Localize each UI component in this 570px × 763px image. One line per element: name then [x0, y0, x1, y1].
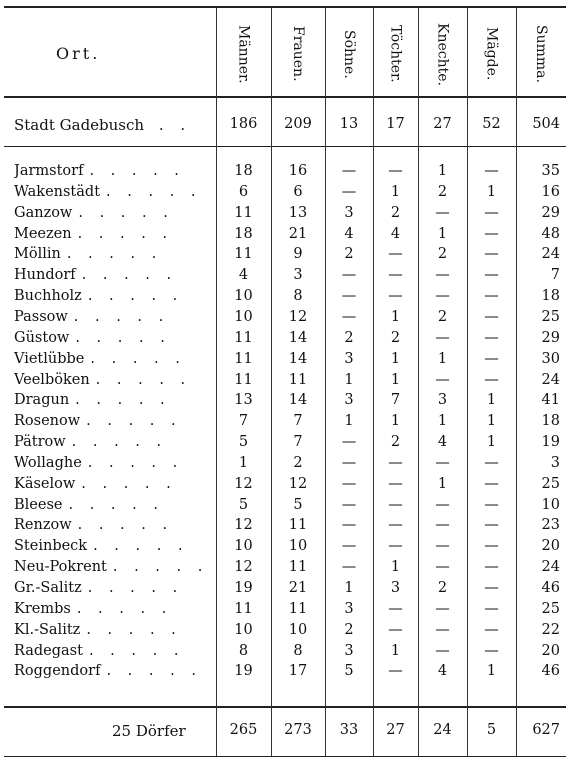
cell-maenner: 12	[234, 559, 253, 575]
cell-toechter: 17	[386, 116, 405, 132]
cell-frauen: 14	[288, 351, 308, 367]
leader-dots: . . . . .	[87, 580, 184, 596]
cell-frauen: 7	[293, 434, 303, 450]
leader-dots: . . . . .	[81, 267, 178, 283]
village-name	[14, 580, 183, 597]
cell-soehne: 3	[344, 205, 354, 221]
cell-toechter: 1	[390, 643, 401, 659]
cell-knechte: —	[435, 538, 450, 554]
cell-maegde: 1	[486, 434, 497, 450]
leader-dots: . . . . .	[81, 476, 177, 492]
leader-dots: . . . . .	[71, 434, 168, 450]
cell-knechte: 4	[437, 434, 448, 450]
village-name	[14, 643, 184, 660]
cell-maegde: —	[484, 538, 499, 554]
cell-frauen: 209	[284, 116, 312, 132]
cell-maenner: 5	[238, 434, 249, 450]
cell-knechte: 2	[437, 580, 448, 596]
cell-maegde: —	[484, 601, 499, 617]
cell-soehne: —	[341, 184, 357, 200]
cell-frauen: 3	[293, 267, 303, 283]
leader-dots: . . . . .	[112, 559, 209, 575]
leader-dots: . . . . .	[87, 455, 184, 471]
column-header-maenner	[216, 12, 271, 96]
column-header-label: Frauen.	[290, 26, 306, 82]
cell-maenner: 6	[238, 184, 249, 200]
cell-soehne: 5	[344, 663, 354, 679]
column-header-label: Söhne.	[341, 29, 357, 79]
cell-maegde: —	[484, 163, 499, 179]
cell-toechter: —	[388, 246, 403, 262]
cell-frauen: 12	[288, 476, 308, 492]
cell-summa: 35	[541, 163, 560, 179]
cell-toechter: —	[388, 497, 403, 513]
cell-maegde: —	[484, 580, 499, 596]
village-name-text: Steinbeck	[14, 538, 88, 554]
cell-maenner: 11	[234, 246, 253, 262]
cell-knechte: —	[435, 601, 450, 617]
cell-maegde: 1	[486, 413, 497, 429]
column-header-maegde	[467, 12, 516, 96]
cell-knechte: 3	[437, 392, 448, 408]
cell-summa: 20	[541, 643, 560, 659]
column-header-frauen	[271, 12, 325, 96]
cell-soehne: —	[341, 288, 357, 304]
cell-toechter: 27	[386, 722, 405, 738]
leader-dots: . . . . .	[77, 226, 174, 242]
cell-maenner: 11	[234, 351, 253, 367]
cell-frauen: 14	[288, 330, 308, 346]
cell-frauen: 10	[288, 538, 308, 554]
town-row-label	[14, 116, 191, 134]
leader-dots: . . . . .	[76, 601, 173, 617]
leader-dots: . . . . .	[89, 163, 185, 179]
leader-dots: . . . . .	[88, 643, 185, 659]
cell-maenner: 11	[234, 205, 253, 221]
cell-maenner: 12	[234, 517, 253, 533]
column-header-soehne	[325, 12, 373, 96]
village-name	[14, 309, 169, 326]
cell-maenner: 13	[234, 392, 253, 408]
cell-soehne: 4	[344, 226, 354, 242]
bottom-rule	[4, 756, 566, 757]
cell-soehne: 3	[344, 351, 354, 367]
village-name-text: Hundorf	[14, 267, 76, 283]
cell-toechter: 1	[390, 351, 401, 367]
cell-maenner: 4	[238, 267, 249, 283]
cell-soehne: 2	[344, 622, 354, 638]
cell-knechte: 24	[433, 722, 452, 738]
cell-knechte: —	[435, 288, 450, 304]
cell-summa: 29	[541, 330, 560, 346]
cell-maenner: 186	[229, 116, 258, 132]
cell-maegde: —	[484, 622, 499, 638]
cell-toechter: —	[388, 163, 403, 179]
cell-frauen: 14	[288, 392, 308, 408]
leader-dots: . . . . .	[66, 246, 163, 262]
cell-soehne: 3	[344, 643, 354, 659]
cell-toechter: —	[388, 455, 403, 471]
village-name-text: Renzow	[14, 517, 72, 533]
cell-frauen: 8	[293, 288, 303, 304]
cell-knechte: 1	[437, 413, 448, 429]
village-name	[14, 372, 191, 389]
village-name	[14, 559, 208, 576]
cell-summa: 24	[541, 559, 560, 575]
cell-frauen: 11	[288, 601, 308, 617]
leader-dots: . . . . .	[75, 392, 171, 408]
village-name	[14, 392, 171, 409]
village-name	[14, 288, 183, 305]
village-name-text: Pätrow	[14, 434, 66, 450]
cell-maegde: 1	[486, 663, 497, 679]
cell-toechter: 2	[390, 205, 401, 221]
column-header-knechte	[418, 12, 467, 96]
leader-dots: . .	[158, 116, 192, 134]
cell-maenner: 7	[238, 413, 249, 429]
village-name	[14, 663, 202, 680]
cell-toechter: —	[388, 476, 403, 492]
header-rule	[4, 96, 566, 98]
cell-knechte: 1	[437, 226, 448, 242]
cell-maegde: —	[484, 330, 499, 346]
village-name	[14, 226, 173, 243]
cell-frauen: 21	[288, 580, 308, 596]
cell-maegde: —	[484, 309, 499, 325]
leader-dots: . . . . .	[95, 372, 192, 388]
cell-knechte: —	[435, 622, 450, 638]
village-name-text: Rosenow	[14, 413, 81, 429]
cell-maegde: —	[484, 267, 499, 283]
cell-maenner: 1	[238, 455, 249, 471]
cell-maenner: 265	[229, 722, 258, 738]
village-name-text: Neu-Pokrent	[14, 559, 107, 575]
cell-frauen: 10	[288, 622, 308, 638]
cell-toechter: 1	[390, 184, 401, 200]
column-header-label: Töchter.	[387, 25, 404, 83]
cell-frauen: 16	[288, 163, 308, 179]
cell-toechter: 1	[390, 309, 401, 325]
cell-soehne: 2	[344, 330, 354, 346]
cell-maenner: 10	[234, 622, 253, 638]
cell-summa: 48	[541, 226, 560, 242]
cell-soehne: 3	[344, 601, 354, 617]
cell-maegde: —	[484, 226, 499, 242]
village-name-text: Wollaghe	[14, 455, 82, 471]
cell-knechte: —	[435, 455, 450, 471]
village-name-text: Gr.-Salitz	[14, 580, 82, 596]
cell-maegde: —	[484, 205, 499, 221]
cell-maenner: 11	[234, 601, 253, 617]
cell-toechter: —	[388, 288, 403, 304]
village-name	[14, 434, 167, 451]
village-name-text: Jarmstorf	[14, 163, 84, 179]
cell-maegde: —	[484, 455, 499, 471]
leader-dots: . . . . .	[75, 330, 171, 346]
village-name	[14, 184, 202, 201]
cell-summa: 18	[541, 413, 560, 429]
village-name-text: Käselow	[14, 476, 76, 492]
cell-soehne: —	[341, 538, 357, 554]
village-name	[14, 476, 177, 493]
cell-maegde: —	[484, 643, 499, 659]
cell-maegde: —	[484, 246, 499, 262]
leader-dots: . . . . .	[86, 622, 182, 638]
cell-summa: 29	[541, 205, 560, 221]
cell-summa: 30	[541, 351, 560, 367]
cell-toechter: —	[388, 622, 403, 638]
cell-maenner: 10	[234, 309, 253, 325]
village-name	[14, 413, 182, 430]
village-name-text: Güstow	[14, 330, 70, 346]
cell-soehne: 13	[339, 116, 359, 132]
cell-frauen: 17	[288, 663, 308, 679]
cell-toechter: 1	[390, 559, 401, 575]
village-name-text: Bleese	[14, 497, 63, 513]
cell-toechter: 7	[390, 392, 401, 408]
village-name-text: Buchholz	[14, 288, 82, 304]
leader-dots: . . . . .	[77, 517, 174, 533]
cell-summa: 20	[541, 538, 560, 554]
village-name-text: Wakenstädt	[14, 184, 101, 200]
cell-toechter: 1	[390, 413, 401, 429]
cell-soehne: —	[341, 163, 357, 179]
leader-dots: . . . . .	[73, 309, 170, 325]
leader-dots: . . . . .	[106, 663, 202, 679]
cell-maegde: —	[484, 476, 499, 492]
cell-knechte: —	[435, 517, 450, 533]
cell-maegde: —	[484, 497, 499, 513]
cell-soehne: 1	[344, 372, 354, 388]
cell-frauen: 8	[293, 643, 303, 659]
column-header-label: Mägde.	[483, 27, 500, 81]
cell-summa: 46	[541, 580, 560, 596]
leader-dots: . . . . .	[93, 538, 189, 554]
cell-knechte: 1	[437, 163, 448, 179]
cell-maenner: 19	[234, 580, 253, 596]
village-name	[14, 205, 174, 222]
cell-soehne: 3	[344, 392, 354, 408]
cell-maegde: 1	[486, 392, 497, 408]
cell-toechter: —	[388, 663, 403, 679]
leader-dots: . . . . .	[106, 184, 202, 200]
village-name	[14, 455, 183, 472]
column-header-summa	[516, 12, 566, 96]
cell-maenner: 10	[234, 288, 253, 304]
cell-toechter: 2	[390, 330, 401, 346]
town-name: Stadt Gadebusch	[14, 116, 145, 134]
cell-summa: 25	[541, 601, 560, 617]
cell-soehne: —	[341, 517, 357, 533]
cell-soehne: 2	[344, 246, 354, 262]
cell-soehne: —	[341, 559, 357, 575]
cell-knechte: 4	[437, 663, 448, 679]
cell-maegde: —	[484, 517, 499, 533]
village-name-text: Möllin	[14, 246, 61, 262]
cell-knechte: 2	[437, 246, 448, 262]
cell-maenner: 5	[238, 497, 249, 513]
cell-summa: 19	[541, 434, 560, 450]
cell-frauen: 6	[293, 184, 303, 200]
cell-knechte: —	[435, 643, 450, 659]
column-header-label: Knechte.	[434, 22, 451, 86]
village-name-text: Krembs	[14, 601, 71, 617]
cell-maenner: 10	[234, 538, 253, 554]
village-name-text: Meezen	[14, 226, 72, 242]
cell-maenner: 19	[234, 663, 253, 679]
cell-maegde: 5	[486, 722, 497, 738]
leader-dots: . . . . .	[78, 205, 174, 221]
village-name	[14, 601, 172, 618]
cell-maegde: —	[484, 559, 499, 575]
cell-summa: 627	[532, 722, 560, 738]
cell-summa: 10	[541, 497, 560, 513]
totals-rule	[4, 706, 566, 708]
village-name	[14, 330, 171, 347]
town-rule	[4, 146, 566, 147]
cell-soehne: —	[341, 476, 357, 492]
cell-maenner: 11	[234, 330, 253, 346]
village-name-text: Dragun	[14, 392, 70, 408]
cell-summa: 23	[541, 517, 560, 533]
cell-soehne: 1	[344, 580, 354, 596]
cell-frauen: 273	[284, 722, 312, 738]
cell-frauen: 11	[288, 517, 308, 533]
leader-dots: . . . . .	[68, 497, 164, 513]
village-name-text: Kl.-Salitz	[14, 622, 81, 638]
cell-knechte: 2	[437, 309, 448, 325]
cell-summa: 18	[541, 288, 560, 304]
cell-maegde: —	[484, 351, 499, 367]
cell-frauen: 12	[288, 309, 308, 325]
village-name-text: Vietlübbe	[14, 351, 85, 367]
cell-soehne: 33	[339, 722, 359, 738]
column-header-label: Summa.	[533, 25, 549, 83]
village-name-text: Veelböken	[14, 372, 90, 388]
cell-knechte: —	[435, 267, 450, 283]
village-name	[14, 538, 189, 555]
cell-summa: 41	[541, 392, 560, 408]
cell-maenner: 11	[234, 372, 253, 388]
cell-summa: 25	[541, 309, 560, 325]
cell-frauen: 21	[288, 226, 308, 242]
cell-toechter: 3	[390, 580, 401, 596]
cell-knechte: 1	[437, 351, 448, 367]
cell-knechte: —	[435, 559, 450, 575]
cell-summa: 24	[541, 372, 560, 388]
cell-knechte: —	[435, 497, 450, 513]
village-name-text: Roggendorf	[14, 663, 101, 679]
cell-knechte: —	[435, 205, 450, 221]
cell-summa: 504	[532, 116, 560, 132]
cell-toechter: 1	[390, 372, 401, 388]
cell-knechte: 27	[433, 116, 452, 132]
totals-label: 25 Dörfer	[112, 722, 186, 740]
cell-summa: 3	[550, 455, 560, 471]
leader-dots: . . . . .	[87, 288, 184, 304]
column-header-label: Männer.	[235, 24, 252, 84]
leader-dots: . . . . .	[86, 413, 182, 429]
cell-frauen: 2	[293, 455, 303, 471]
cell-frauen: 13	[288, 205, 308, 221]
village-name	[14, 163, 185, 180]
place-column-header: Ort.	[56, 44, 101, 63]
cell-maegde: —	[484, 288, 499, 304]
cell-frauen: 7	[293, 413, 303, 429]
column-header-toechter	[373, 12, 418, 96]
cell-frauen: 11	[288, 372, 308, 388]
top-rule	[4, 6, 566, 8]
village-name-text: Passow	[14, 309, 68, 325]
cell-summa: 24	[541, 246, 560, 262]
cell-frauen: 9	[293, 246, 303, 262]
cell-soehne: 1	[344, 413, 354, 429]
cell-maenner: 8	[238, 643, 249, 659]
cell-maegde: —	[484, 372, 499, 388]
village-name-text: Ganzow	[14, 205, 73, 221]
cell-summa: 25	[541, 476, 560, 492]
cell-maenner: 12	[234, 476, 253, 492]
cell-knechte: —	[435, 330, 450, 346]
cell-maegde: 52	[482, 116, 501, 132]
cell-soehne: —	[341, 497, 357, 513]
cell-soehne: —	[341, 434, 357, 450]
cell-knechte: 2	[437, 184, 448, 200]
village-name	[14, 351, 186, 368]
cell-summa: 46	[541, 663, 560, 679]
cell-toechter: —	[388, 267, 403, 283]
village-name-text: Radegast	[14, 643, 83, 659]
cell-soehne: —	[341, 267, 357, 283]
cell-soehne: —	[341, 455, 357, 471]
village-name	[14, 497, 164, 514]
cell-maenner: 18	[234, 226, 253, 242]
cell-knechte: 1	[437, 476, 448, 492]
cell-frauen: 5	[293, 497, 303, 513]
cell-summa: 7	[550, 267, 560, 283]
cell-frauen: 11	[288, 559, 308, 575]
village-name	[14, 517, 173, 534]
leader-dots: . . . . .	[90, 351, 186, 367]
cell-toechter: —	[388, 601, 403, 617]
cell-maenner: 18	[234, 163, 253, 179]
cell-knechte: —	[435, 372, 450, 388]
cell-toechter: 4	[390, 226, 401, 242]
cell-toechter: 2	[390, 434, 401, 450]
village-name	[14, 622, 182, 639]
cell-toechter: —	[388, 538, 403, 554]
village-name	[14, 246, 162, 263]
cell-toechter: —	[388, 517, 403, 533]
cell-soehne: —	[341, 309, 357, 325]
village-name	[14, 267, 177, 284]
cell-summa: 16	[541, 184, 560, 200]
cell-summa: 22	[541, 622, 560, 638]
cell-maegde: 1	[486, 184, 497, 200]
